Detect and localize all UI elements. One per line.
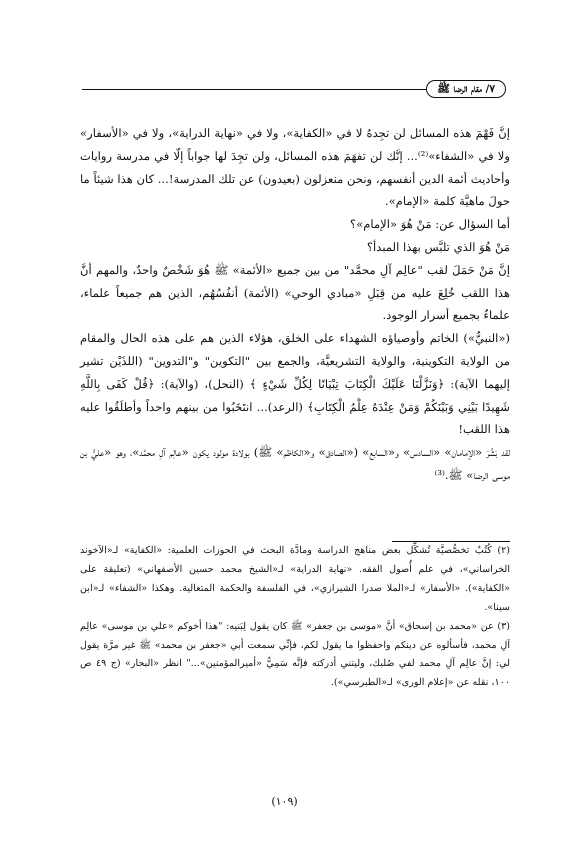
paragraph: أما السؤال عن: مَنْ هُوَ «الإمام»؟ bbox=[349, 217, 510, 232]
paragraph: («النبيُّ») الخاتم وأوصياؤه الشهداء على الخلق، هؤلاء الذين هم على هذه الحال والمقام من الولاية التكوينية، والولاية التشريعيَّة، والجمع بين "التكوين" و"التدوين" (اللذَيْن تشير إليهما الآية): ﴿وَنَزَّلْنَا عَلَيْكَ الْكِتَابَ تِبْيَانًا لِكُلِّ شَيْءٍ ﴾ (النحل)، (والآية): ﴿قُلْ كَفَى بِاللَّهِ شَهِيدًا بَيْنِي وَبَيْنَكُمْ وَمَنْ عِنْدَهُ عِلْمُ الْكِتَابِ﴾ (الرعد)... انتَخَبُوا من بينهم واحداً وأطلَقُوا عليه هذا اللقب! bbox=[80, 331, 510, 437]
paragraph: إنَّ فَهْمَ هذه المسائل لن تجِدهُ لا في «الكفاية»، ولا في «نهاية الدراية»، ولا في «الأسفار» ولا في «الشفاء»⁽²⁾... إنَّك لن تفهَمَ هذه المسائل، ولن تجِدَ لها جواباً إلّا في مدرسة روايات وأحاديث أئمة الدين أنفسهم، ونحن منعزلون (بعيدون) عن تلك المدرسة!... كان هذا شيئاً ما حولَ ماهيَّة كلمة «الإمام». bbox=[80, 126, 510, 209]
footnote: (٣) عن «محمد بن إسحاق» أنَّ «موسى بن جعفر» ﷺ كان يقول لِبَنيه: "هذا أخوكم «علي بن موسى» عالِم آلِ محمد، فأسألوه عن دينكم واحفظوا ما يقول لكم، فإنِّي سمعت أبي «جعفر بن محمد» ﷺ غير مرَّة يقول لي: إنَّ عالِم آلِ محمد لفي صُلبك، وليتني أدركته فإنَّه سَمِيُّ «أميرالمؤمنين»..." انظر «البحار» (ج ٤٩ ص ١٠٠، نقله عن «إعلام الورى» لـ«الطبرسي»). bbox=[80, 620, 511, 689]
paragraph: لقد بَشَّرَ «الإمامان» «السادس» و«السابع» («الصادق» و«الكاظم» ﷺ) بولادة مولود يكون «عالِم آلِ محمَّد»، وهو «عليُّ بن موسى الرضا» ﷺ.⁽³⁾ bbox=[80, 445, 510, 482]
running-header bbox=[82, 80, 506, 98]
paragraph: إنَّ مَنْ حَمَلَ لقب "عالِم آلِ محمَّد" من بين جميع «الأئمة» ﷺ هُوَ شَخْصٌ واحدٌ، والمهم أنَّ هذا اللقب خُلِعَ عليه من قِبَلِ «مبادي الوحي» (الأئمة) أنفُسُهُم، الذين هم جميعاً علماء، علماءٌ بجميع أسرار الوجود. bbox=[80, 262, 510, 323]
page-number: (١٠٩) bbox=[271, 795, 298, 808]
footnote: (٢) كُتُبٌ تخصُّصيَّة تُشكِّل بعض مناهج الدراسة ومادَّة البحث في الحوزات العلمية: «الكفاية» لـ«الآخوند الخراساني»، في علم أُصول الفقه. «نهاية الدراية» لـ«الشيخ محمد حسين الأصفهاني» (تعليقة على «الكفاية»). «الأسفار» لـ«الملا صدرا الشيرازي»، في الفلسفة والحكمة المتعالية. وهكذا «الشفاء» لـ«ابن سينا». bbox=[80, 545, 510, 613]
chapter-title: ٧/ مقام الرضا ﷺ bbox=[426, 80, 506, 98]
paragraph: مَنْ هُوَ الذي تلبَّس بهذا المبدأ؟ bbox=[366, 239, 510, 254]
main-text bbox=[80, 122, 510, 487]
footnotes bbox=[80, 541, 510, 693]
